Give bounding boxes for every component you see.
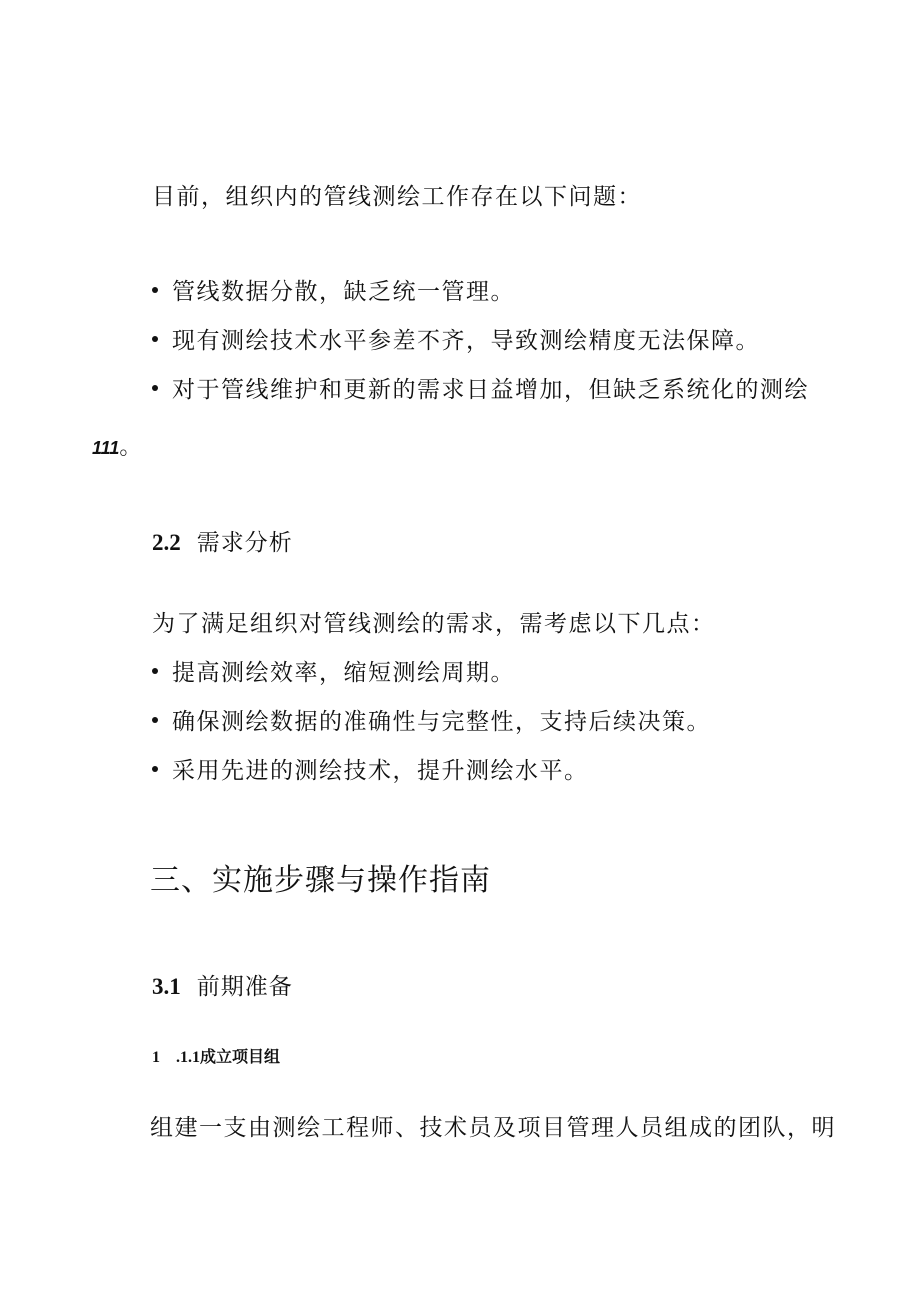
- need-item-text: 提高测绘效率，缩短测绘周期。: [172, 660, 515, 686]
- fragment-tail: 。: [119, 434, 142, 459]
- section-number: 2.2: [152, 530, 181, 555]
- fragment-number: 111: [92, 438, 120, 458]
- subsection-heading-3-1-1: [152, 1044, 280, 1067]
- problem-item-3: [152, 371, 809, 404]
- bullet-icon: [152, 766, 158, 772]
- continuation-fragment: [92, 430, 141, 461]
- bullet-icon: [152, 717, 158, 723]
- problem-item-text: 现有测绘技术水平参差不齐，导致测绘精度无法保障。: [172, 328, 760, 354]
- problem-item-2: [152, 322, 760, 355]
- bullet-icon: [152, 385, 158, 391]
- need-item-text: 确保测绘数据的准确性与完整性，支持后续决策。: [172, 709, 711, 735]
- problem-item-text: 管线数据分散，缺乏统一管理。: [172, 279, 515, 305]
- problem-item-1: [152, 273, 515, 306]
- intro-paragraph: 目前，组织内的管线测绘工作存在以下问题：: [152, 184, 642, 210]
- section-number: 3.1: [152, 974, 181, 999]
- bullet-icon: [152, 287, 158, 293]
- section-heading-3-1: [152, 968, 293, 1001]
- bullet-icon: [152, 668, 158, 674]
- bullet-icon: [152, 336, 158, 342]
- need-item-3: [152, 752, 589, 785]
- section-heading-2-2: [152, 524, 293, 557]
- need-item-2: [152, 703, 711, 736]
- subsection-number: .1.1: [176, 1049, 200, 1066]
- chapter-heading-3: 三、实施步骤与操作指南: [150, 863, 491, 898]
- need-item-1: [152, 654, 515, 687]
- team-paragraph: 组建一支由测绘工程师、技术员及项目管理人员组成的团队，明: [150, 1115, 836, 1141]
- section-title: 前期准备: [196, 974, 293, 1000]
- subsection-prefix: 1: [152, 1049, 160, 1066]
- needs-intro-paragraph: 为了满足组织对管线测绘的需求，需考虑以下几点：: [152, 611, 716, 637]
- subsection-title: 成立项目组: [200, 1047, 281, 1066]
- section-title: 需求分析: [196, 530, 293, 556]
- need-item-text: 采用先进的测绘技术，提升测绘水平。: [172, 758, 589, 784]
- problem-item-text: 对于管线维护和更新的需求日益增加，但缺乏系统化的测绘: [172, 377, 809, 403]
